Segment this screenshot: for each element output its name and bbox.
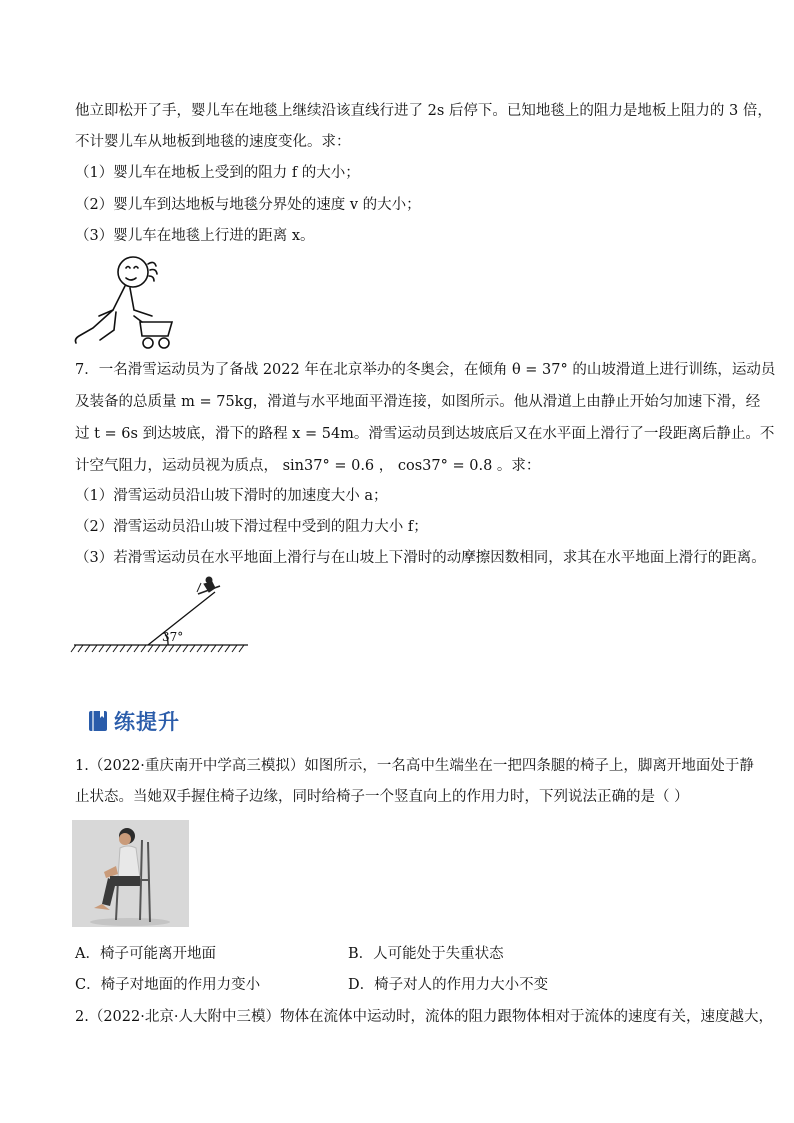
problem7-line2: 及装备的总质量 m = 75kg，滑道与水平地面平滑连接，如图所示。他从滑道上由静止开始匀加速下滑，经 (75, 394, 761, 410)
problem7-line1: 7．一名滑雪运动员为了备战 2022 年在北京举办的冬奥会，在倾角 θ = 37° 的山坡滑道上进行训练，运动员 (75, 362, 776, 378)
exercise2-line1: 2.（2022·北京·人大附中三模）物体在流体中运动时，流体的阻力跟物体相对于流体的速度有关，速度越大， (75, 1009, 773, 1025)
problem7-question3: （3）若滑雪运动员在水平地面上滑行与在山坡上下滑时的动摩擦因数相同，求其在水平地面上滑行的距离。 (75, 550, 766, 566)
option-d: D．椅子对人的作用力大小不变 (348, 977, 549, 993)
slope-diagram (70, 570, 250, 655)
problem7-question2: （2）滑雪运动员沿山坡下滑过程中受到的阻力大小 f； (75, 519, 428, 535)
exercise1-line2: 止状态。当她双手握住椅子边缘，同时给椅子一个竖直向上的作用力时，下列说法正确的是（ ） (75, 789, 689, 805)
problem6-line2: 不计婴儿车从地板到地毯的速度变化。求： (75, 134, 351, 150)
problem7-line4: 计空气阻力，运动员视为质点， sin37° = 0.6 ， cos37° = 0.8 。求： (75, 458, 541, 474)
skier-icon (197, 577, 220, 594)
book-icon (88, 710, 108, 732)
section-title: 练提升 (114, 710, 180, 734)
option-a: A．椅子可能离开地面 (75, 946, 216, 962)
option-b: B．人可能处于失重状态 (348, 946, 504, 962)
problem7-question1: （1）滑雪运动员沿山坡下滑时的加速度大小 a； (75, 488, 388, 504)
option-c: C．椅子对地面的作用力变小 (75, 977, 261, 993)
problem6-question1: （1）婴儿车在地板上受到的阻力 f 的大小； (75, 165, 360, 181)
angle-label: 37° (162, 630, 184, 644)
problem7-line3: 过 t = 6s 到达坡底，滑下的路程 x = 54m。滑雪运动员到达坡底后又在水平面上滑行了一段距离后静止。不 (75, 426, 775, 442)
stroller-sketch-figure (70, 250, 180, 355)
person-on-chair-illustration (72, 820, 189, 927)
problem6-question3: （3）婴儿车在地毯上行进的距离 x。 (75, 228, 315, 244)
problem6-line1: 他立即松开了手，婴儿车在地毯上继续沿该直线行进了 2s 后停下。已知地毯上的阻力是地板上阻力的 3 倍， (75, 103, 772, 119)
exercise1-line1: 1.（2022·重庆南开中学高三模拟）如图所示，一名高中生端坐在一把四条腿的椅子上，脚离开地面处于静 (75, 758, 754, 774)
problem6-question2: （2）婴儿车到达地板与地毯分界处的速度 v 的大小； (75, 197, 421, 213)
student-on-chair-photo (72, 820, 189, 927)
section-header (88, 707, 180, 735)
